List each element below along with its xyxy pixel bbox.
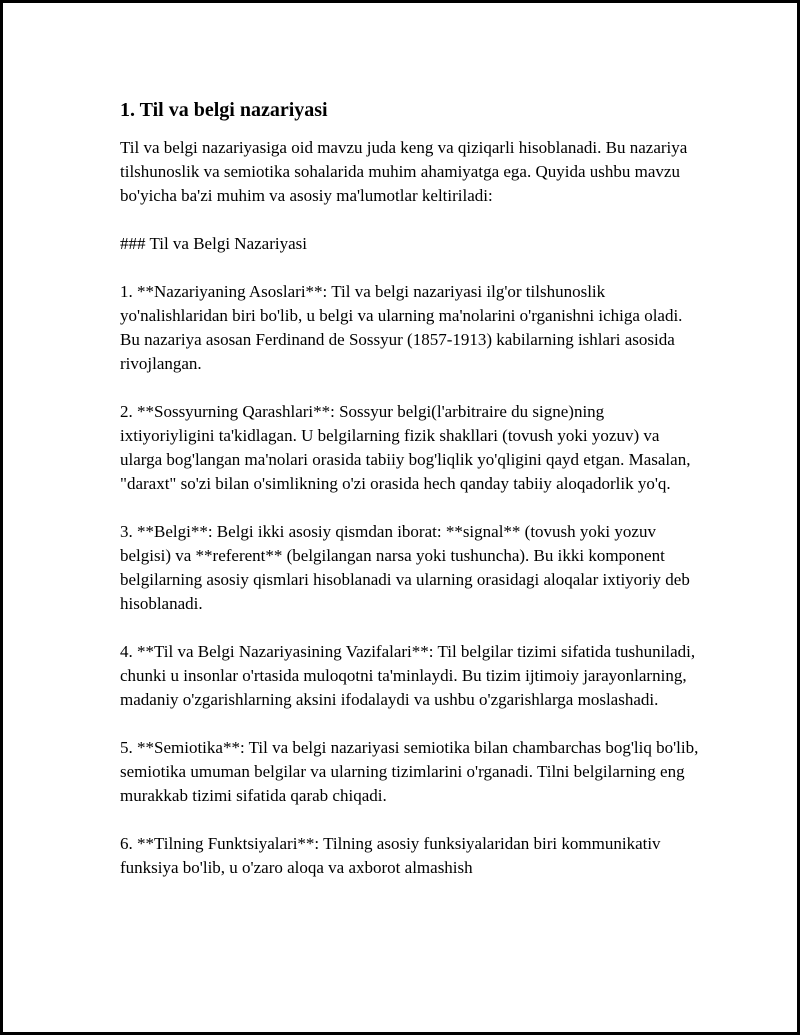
intro-paragraph: Til va belgi nazariyasiga oid mavzu juda keng va qiziqarli hisoblanadi. Bu nazariya tilshunoslik va semiotika sohalarida muhim ahamiyatga ega. Quyida ushbu mavzu bo'yicha ba'zi muhim va asosiy ma'lumotlar keltiriladi: [120, 138, 688, 205]
subheading: ### Til va Belgi Nazariyasi [120, 234, 307, 253]
document-title: 1. Til va belgi nazariyasi [120, 99, 328, 121]
list-item: 2. **Sossyurning Qarashlari**: Sossyur belgi(l'arbitraire du signe)ning ixtiyoriyligini ta'kidlagan. U belgilarning fizik shakllari (tovush yoki yozuv) va ularga bog'langan ma'nolari orasida tabiiy bog'liqlik yo'qligini qayd etgan. Masalan, "daraxt" so'zi bilan o'simlikning o'zi orasida hech qanday tabiiy aloqadorlik yo'q. [120, 402, 691, 493]
document-body [120, 96, 700, 880]
list-item: 1. **Nazariyaning Asoslari**: Til va belgi nazariyasi ilg'or tilshunoslik yo'nalishlaridan biri bo'lib, u belgi va ularning ma'nolarini o'rganishni ichiga oladi. Bu nazariya asosan Ferdinand de Sossyur (1857-1913) kabilarning ishlari asosida rivojlangan. [120, 282, 683, 373]
list-item: 5. **Semiotika**: Til va belgi nazariyasi semiotika bilan chambarchas bog'liq bo'lib, semiotika umuman belgilar va ularning tizimlarini o'rganadi. Tilni belgilarning eng murakkab tizimi sifatida qarab chiqadi. [120, 738, 699, 805]
list-item: 6. **Tilning Funktsiyalari**: Tilning asosiy funksiyalaridan biri kommunikativ funksiya bo'lib, u o'zaro aloqa va axborot almashish [120, 834, 661, 877]
list-item: 3. **Belgi**: Belgi ikki asosiy qismdan iborat: **signal** (tovush yoki yozuv belgisi) va **referent** (belgilangan narsa yoki tushuncha). Bu ikki komponent belgilarning asosiy qismlari hisoblanadi va ularning orasidagi aloqalar ixtiyoriy deb hisoblanadi. [120, 522, 690, 613]
list-item: 4. **Til va Belgi Nazariyasining Vazifalari**: Til belgilar tizimi sifatida tushuniladi, chunki u insonlar o'rtasida muloqotni ta'minlaydi. Bu tizim ijtimoiy jarayonlarning, madaniy o'zgarishlarning aksini ifodalaydi va ushbu o'zgarishlarga moslashadi. [120, 642, 696, 709]
